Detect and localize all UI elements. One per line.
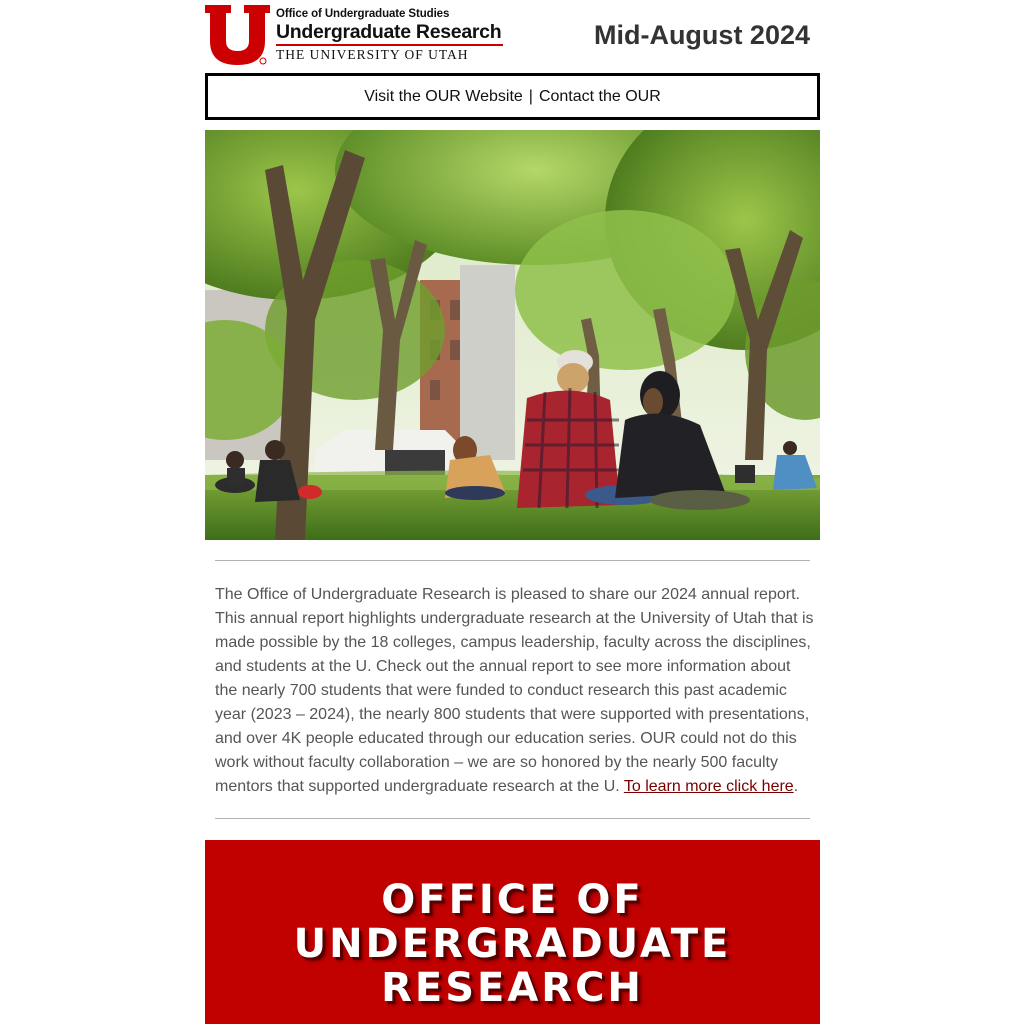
logo-university-line: THE UNIVERSITY OF UTAH [276,47,469,62]
our-banner[interactable] [205,840,820,1024]
logo-divider [276,44,503,46]
logo-office-line: Office of Undergraduate Studies [276,8,450,20]
annual-report-text: The Office of Undergraduate Research is pleased to share our 2024 annual report. This annual report highlights undergraduate research at the University of Utah that is made possible by the 18 colleges, campus leadership, faculty across the disciplines, and students at the U. Check out the annual report to see more information about the nearly 700 students that were funded to conduct research this past academic year (2023 – 2024), the nearly 800 students that were supported with presentations, and over 4K people educated through our education series. OUR could not do this work without faculty collaboration – we are so honored by the nearly 500 faculty mentors that supported undergraduate research at the U. [215,586,814,795]
divider-bottom [215,818,810,819]
logo-department-line: Undergraduate Research [276,21,502,43]
divider-top [215,560,810,561]
banner-line-2: UNDERGRADUATE [293,921,732,967]
banner-title [205,878,820,1010]
visit-website-link[interactable]: Visit the OUR Website [364,87,523,105]
newsletter-container [205,0,820,1011]
banner-line-3: RESEARCH [381,965,644,1011]
annual-report-paragraph [215,583,815,799]
banner-line-1: OFFICE OF [381,877,644,923]
nav-bar [205,73,820,120]
contact-link[interactable]: Contact the OUR [538,87,661,105]
learn-more-link[interactable]: To learn more click here [623,778,794,795]
university-u-logo-icon[interactable] [205,5,270,65]
nav-separator: | [528,87,533,105]
header [205,0,820,72]
logo-wordmark[interactable] [276,7,506,63]
issue-date: Mid-August 2024 [593,20,810,50]
hero-image [205,130,820,540]
paragraph-end: . [793,778,799,795]
campus-lawn-photo-icon [205,130,820,540]
